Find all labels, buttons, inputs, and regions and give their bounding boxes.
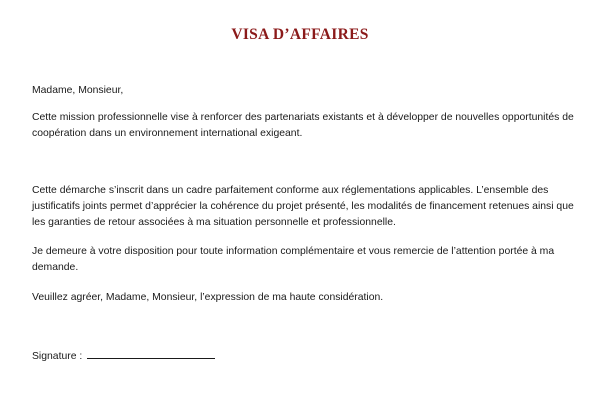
document-title: VISA D’AFFAIRES <box>231 26 369 43</box>
signature-line <box>87 348 215 359</box>
signature-label: Signature : <box>32 351 83 362</box>
closing-formula: Veuillez agréer, Madame, Monsieur, l’expression de ma haute considération. <box>32 292 384 303</box>
paragraph-availability: Je demeure à votre disposition pour toute information complémentaire et vous remercie de l’attention portée à ma demande. <box>32 246 555 273</box>
paragraph-mission: Cette mission professionnelle vise à renforcer des partenariats existants et à développer de nouvelles opportunités de coopération dans un environnement international exigeant. <box>32 112 574 139</box>
signature-block <box>32 348 215 365</box>
salutation: Madame, Monsieur, <box>32 85 124 96</box>
paragraph-compliance: Cette démarche s’inscrit dans un cadre parfaitement conforme aux réglementations applicables. L’ensemble des justificatifs joints permet d’apprécier la cohérence du projet présenté, les modalités de financement retenues ainsi que les garanties de retour associées à ma situation personnelle et professionnelle. <box>32 185 574 228</box>
